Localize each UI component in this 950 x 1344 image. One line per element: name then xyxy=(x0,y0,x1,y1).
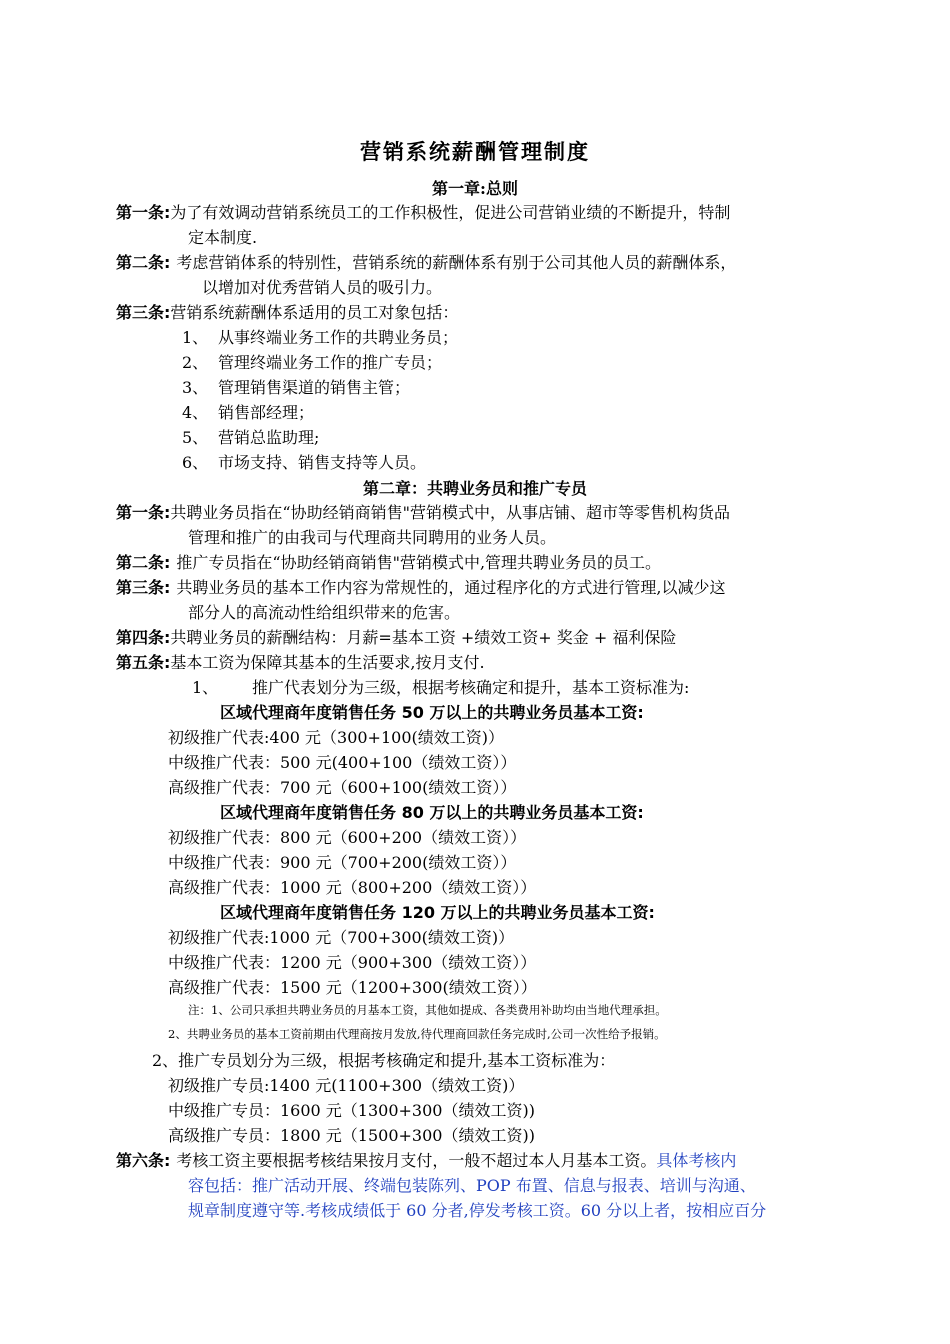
ch2-article-3 xyxy=(116,575,864,625)
list-item: 2、 管理终端业务工作的推广专员； xyxy=(182,353,443,372)
article-continuation: 管理和推广的由我司与代理商共同聘用的业务人员。 xyxy=(188,528,557,547)
salary-row: 初级推广专员:1400 元(1100+300（绩效工资)） xyxy=(168,1076,525,1095)
ch2-article-1 xyxy=(116,500,864,550)
salary-row: 高级推广专员：1800 元（1500+300（绩效工资)) xyxy=(168,1126,535,1145)
salary-row: 中级推广专员：1600 元（1300+300（绩效工资)) xyxy=(168,1101,535,1120)
salary-row: 高级推广代表：1500 元（1200+300(绩效工资）） xyxy=(168,978,537,997)
article-label: 第二条: xyxy=(116,253,171,272)
article-label: 第一条: xyxy=(116,503,171,522)
list-item: 4、 销售部经理； xyxy=(182,403,315,422)
sub-item-2: 2、推广专员划分为三级，根据考核确定和提升,基本工资标准为： xyxy=(152,1051,616,1070)
salary-row: 高级推广代表：700 元（600+100(绩效工资）） xyxy=(168,778,517,797)
article-text: 营销系统薪酬体系适用的员工对象包括： xyxy=(170,303,459,322)
list-item: 5、 营销总监助理; xyxy=(182,428,320,447)
ch1-article-3 xyxy=(116,300,864,325)
article-continuation: 容包括：推广活动开展、终端包装陈列、POP 布置、信息与报表、培训与沟通、 xyxy=(188,1176,756,1195)
list-item: 3、 管理销售渠道的销售主管； xyxy=(182,378,411,397)
article-label: 第二条: xyxy=(116,553,171,572)
article-text: 为了有效调动营销系统员工的工作积极性，促进公司营销业绩的不断提升，特制 xyxy=(170,203,731,222)
tier-80-heading: 区域代理商年度销售任务 80 万以上的共聘业务员基本工资: xyxy=(220,803,644,822)
article-label: 第四条: xyxy=(116,628,171,647)
article-text: 共聘业务员的基本工作内容为常规性的，通过程序化的方式进行管理,以减少这 xyxy=(176,578,726,597)
article-text: 基本工资为保障其基本的生活要求,按月支付. xyxy=(170,653,485,672)
article-label: 第三条: xyxy=(116,578,171,597)
list-item: 1、 从事终端业务工作的共聘业务员； xyxy=(182,328,459,347)
article-text: 共聘业务员的薪酬结构：月薪=基本工资 +绩效工资+ 奖金 + 福利保险 xyxy=(170,628,677,647)
footnote-2: 2、共聘业务员的基本工资前期由代理商按月发放,待代理商回款任务完成时,公司一次性给予报销。 xyxy=(168,1027,666,1041)
ch1-article-2 xyxy=(116,250,864,300)
footnote-1: 注：1、公司只承担共聘业务员的月基本工资，其他如提成、各类费用补助均由当地代理承担。 xyxy=(188,1003,667,1017)
ch2-article-5 xyxy=(116,650,864,675)
ch2-article-6 xyxy=(116,1148,864,1223)
article-continuation: 规章制度遵守等.考核成绩低于 60 分者,停发考核工资。60 分以上者，按相应百分 xyxy=(188,1201,767,1220)
article-text: 考虑营销体系的特别性，营销系统的薪酬体系有别于公司其他人员的薪酬体系， xyxy=(176,253,737,272)
article-label: 第六条: xyxy=(116,1151,171,1170)
article-continuation: 以增加对优秀营销人员的吸引力。 xyxy=(202,278,443,297)
article-continuation: 定本制度. xyxy=(188,228,258,247)
salary-row: 中级推广代表：500 元(400+100（绩效工资）） xyxy=(168,753,517,772)
ch1-article-1 xyxy=(116,200,864,250)
document-title: 营销系统薪酬管理制度 xyxy=(360,139,590,164)
article-label: 第一条: xyxy=(116,203,171,222)
tier-50-heading: 区域代理商年度销售任务 50 万以上的共聘业务员基本工资: xyxy=(220,703,644,722)
chapter-2-heading: 第二章：共聘业务员和推广专员 xyxy=(362,479,587,498)
article-text-highlight: 具体考核内 xyxy=(656,1151,737,1170)
article-continuation: 部分人的高流动性给组织带来的危害。 xyxy=(188,603,461,622)
salary-row: 高级推广代表：1000 元（800+200（绩效工资）） xyxy=(168,878,537,897)
article-text: 推广专员指在“协助经销商销售"营销模式中,管理共聘业务员的员工。 xyxy=(176,553,662,572)
salary-row: 初级推广代表:1000 元（700+300(绩效工资)） xyxy=(168,928,515,947)
salary-row: 中级推广代表：900 元（700+200(绩效工资）） xyxy=(168,853,517,872)
article-label: 第五条: xyxy=(116,653,171,672)
tier-120-heading: 区域代理商年度销售任务 120 万以上的共聘业务员基本工资: xyxy=(220,903,655,922)
article-text: 共聘业务员指在“协助经销商销售"营销模式中，从事店铺、超市等零售机构货品 xyxy=(170,503,730,522)
salary-row: 初级推广代表:400 元（300+100(绩效工资)） xyxy=(168,728,504,747)
article-label: 第三条: xyxy=(116,303,171,322)
article-text: 考核工资主要根据考核结果按月支付，一般不超过本人月基本工资。 xyxy=(176,1151,657,1170)
ch2-article-2 xyxy=(116,550,864,575)
chapter-1-heading: 第一章:总则 xyxy=(432,179,518,198)
salary-row: 初级推广代表：800 元（600+200（绩效工资）） xyxy=(168,828,527,847)
list-item: 6、 市场支持、销售支持等人员。 xyxy=(182,453,427,472)
salary-row: 中级推广代表：1200 元（900+300（绩效工资）） xyxy=(168,953,537,972)
sub-item-1: 1、 推广代表划分为三级，根据考核确定和提升，基本工资标准为: xyxy=(192,678,690,697)
ch2-article-4 xyxy=(116,625,864,650)
